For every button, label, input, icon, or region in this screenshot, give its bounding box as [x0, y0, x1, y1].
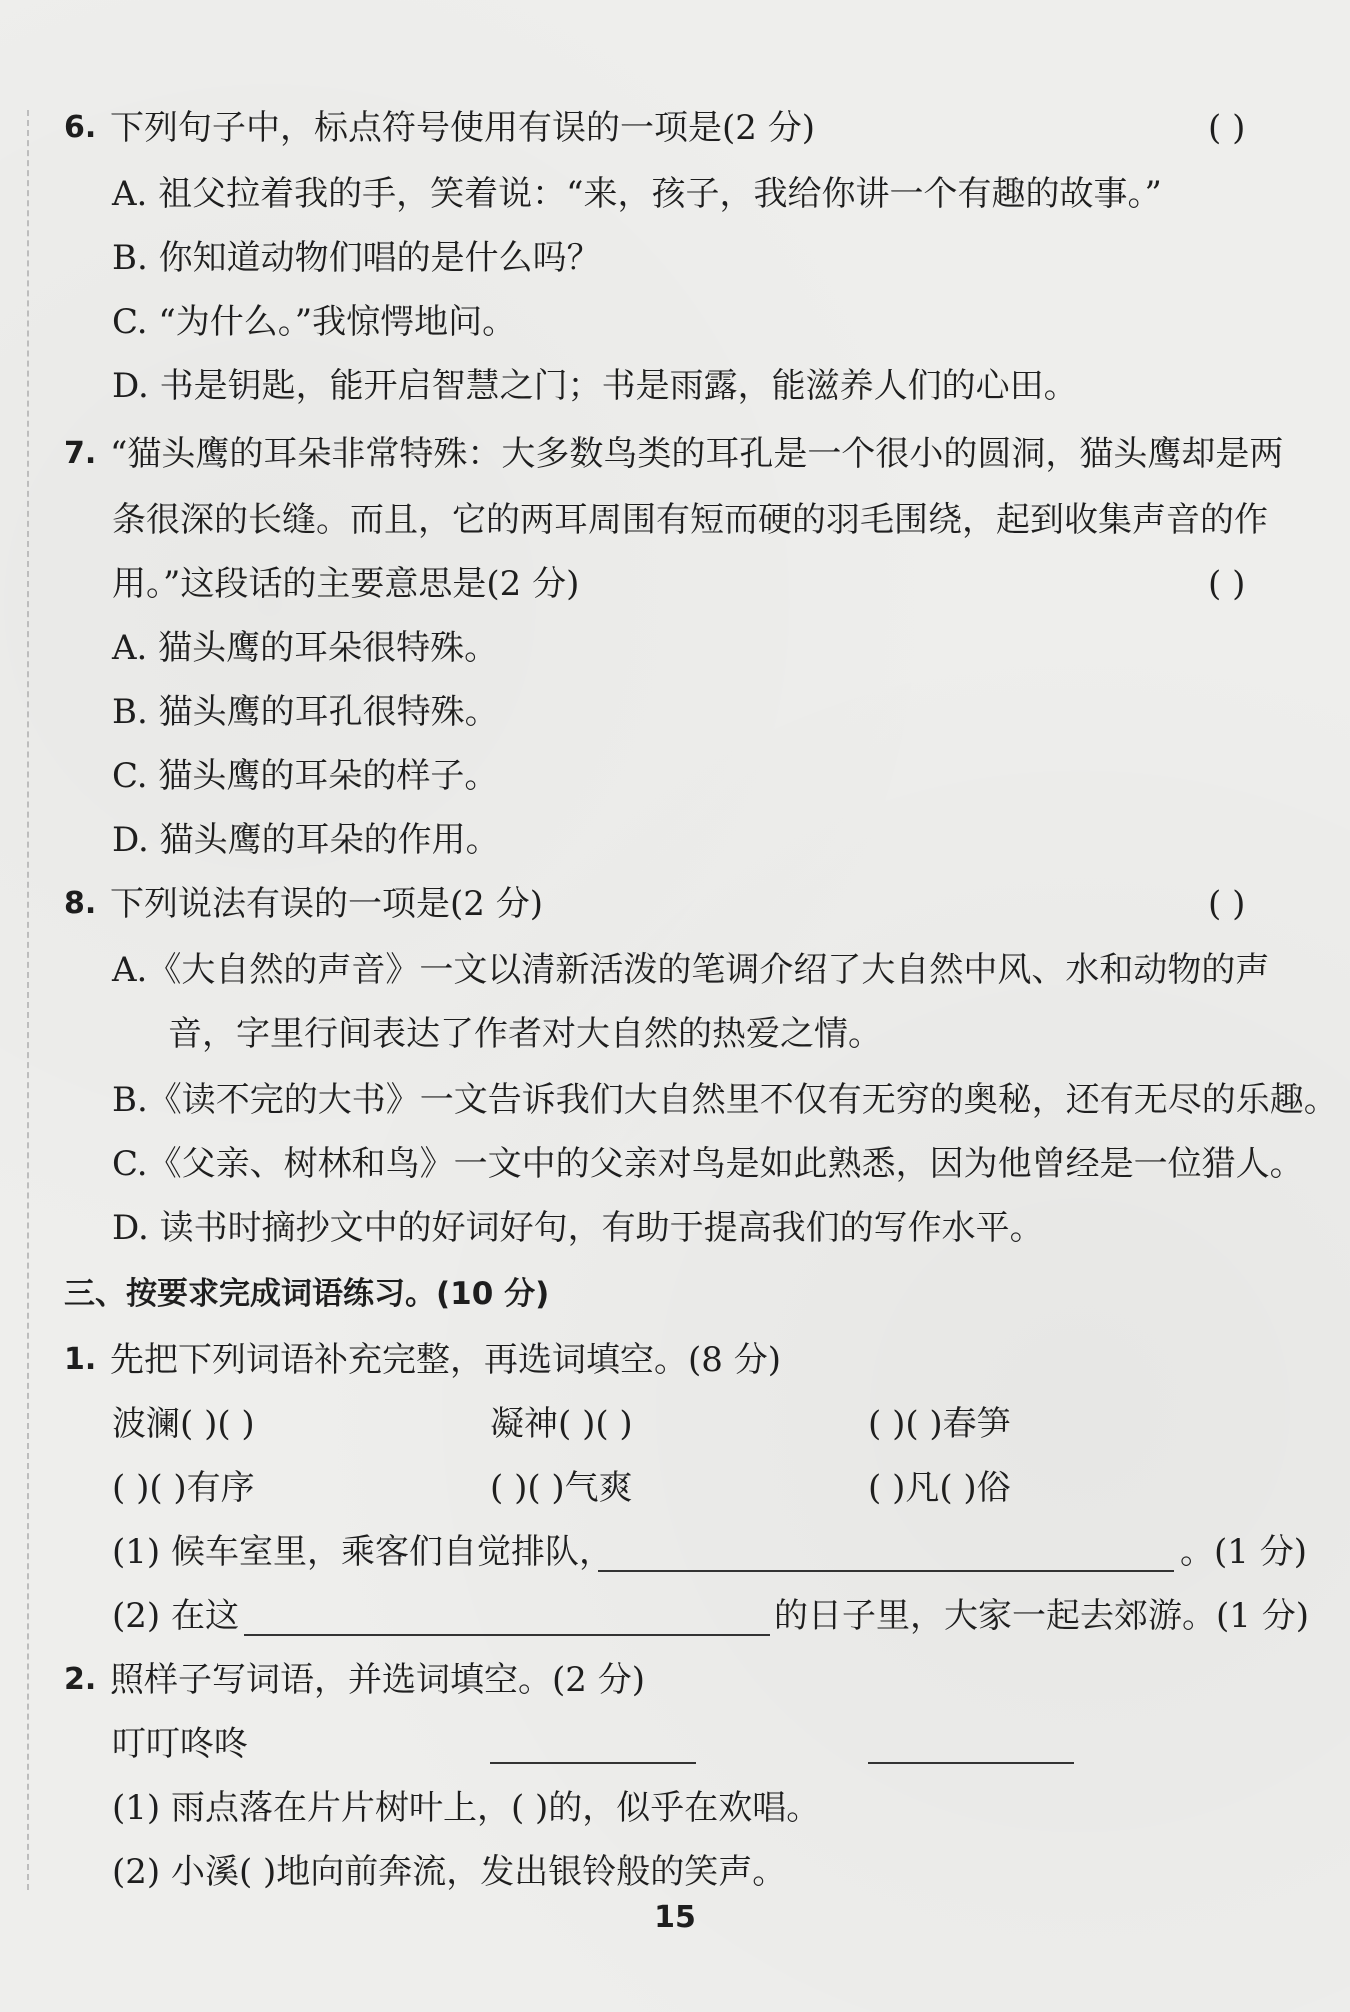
q6-option-c-line	[0, 296, 1350, 348]
word-blank-1[interactable]: 波澜( )( )	[112, 1404, 255, 1444]
q7-stem-2: 条很深的长缝。而且，它的两耳周围有短而硬的羽毛围绕，起到收集声音的作	[112, 500, 1268, 540]
s3q1-stem-line	[0, 1334, 1350, 1386]
q6-answer-paren[interactable]: ( )	[1208, 108, 1246, 148]
s3q2-write-blank-1[interactable]	[490, 1762, 696, 1764]
s3q1-fill-2-suffix: 的日子里，大家一起去郊游。(1 分)	[774, 1596, 1309, 1636]
s3q1-word-row-1	[0, 1398, 1350, 1450]
s3q2-write-blank-2[interactable]	[868, 1762, 1074, 1764]
q8-number: 8.	[64, 886, 97, 921]
q8-option-a-2: 音，字里行间表达了作者对大自然的热爱之情。	[168, 1014, 882, 1054]
q8-option-b: B.《读不完的大书》一文告诉我们大自然里不仅有无穷的奥秘，还有无尽的乐趣。	[112, 1080, 1338, 1120]
word-blank-4[interactable]: ( )( )有序	[112, 1468, 255, 1508]
s3q1-fill-1-line	[0, 1526, 1350, 1578]
q6-option-b: B. 你知道动物们唱的是什么吗？	[112, 238, 601, 278]
s3q2-number: 2.	[64, 1662, 97, 1697]
q8-option-a-1: A.《大自然的声音》一文以清新活泼的笔调介绍了大自然中风、水和动物的声	[112, 950, 1270, 990]
s3q1-number: 1.	[64, 1342, 97, 1377]
section3-heading: 三、按要求完成词语练习。(10 分)	[64, 1276, 550, 1312]
s3q2-fill-2: (2) 小溪( )地向前奔流，发出银铃般的笑声。	[112, 1852, 787, 1892]
q7-option-c-line	[0, 750, 1350, 802]
q7-option-d-line	[0, 814, 1350, 866]
q8-option-d-line	[0, 1202, 1350, 1254]
q8-option-b-line	[0, 1074, 1350, 1126]
word-blank-3[interactable]: ( )( )春笋	[868, 1404, 1011, 1444]
q7-option-c: C. 猫头鹰的耳朵的样子。	[112, 756, 499, 796]
section3-heading-line	[0, 1268, 1350, 1320]
s3q2-stem: 照样子写词语，并选词填空。(2 分)	[110, 1660, 645, 1700]
s3q2-fill-2-line	[0, 1846, 1350, 1898]
q8-stem: 下列说法有误的一项是(2 分)	[110, 884, 543, 924]
s3q1-stem: 先把下列词语补充完整，再选词填空。(8 分)	[110, 1340, 781, 1380]
s3q2-example-line	[0, 1718, 1350, 1770]
s3q1-fill-1-answer-line[interactable]	[598, 1570, 1174, 1572]
s3q1-word-row-2	[0, 1462, 1350, 1514]
q7-option-b: B. 猫头鹰的耳孔很特殊。	[112, 692, 499, 732]
q8-stem-line	[0, 878, 1350, 930]
q6-option-b-line	[0, 232, 1350, 284]
q7-stem-line-2	[0, 494, 1350, 546]
q7-stem-1: “猫头鹰的耳朵非常特殊：大多数鸟类的耳孔是一个很小的圆洞，猫头鹰却是两	[110, 434, 1284, 474]
s3q2-fill-1: (1) 雨点落在片片树叶上，( )的，似乎在欢唱。	[112, 1788, 821, 1828]
q7-answer-paren[interactable]: ( )	[1208, 564, 1246, 604]
q8-option-a-line-2	[0, 1008, 1350, 1060]
s3q2-fill-1-line	[0, 1782, 1350, 1834]
q7-option-a-line	[0, 622, 1350, 674]
q7-option-b-line	[0, 686, 1350, 738]
q8-answer-paren[interactable]: ( )	[1208, 884, 1246, 924]
q6-stem: 下列句子中，标点符号使用有误的一项是(2 分)	[110, 108, 815, 148]
s3q1-fill-2-prefix: (2) 在这	[112, 1596, 239, 1636]
s3q1-fill-2-line	[0, 1590, 1350, 1642]
q7-option-a: A. 猫头鹰的耳朵很特殊。	[112, 628, 499, 668]
word-blank-2[interactable]: 凝神( )( )	[490, 1404, 633, 1444]
q7-option-d: D. 猫头鹰的耳朵的作用。	[112, 820, 500, 860]
q8-option-c-line	[0, 1138, 1350, 1190]
q6-option-d-line	[0, 360, 1350, 412]
word-blank-6[interactable]: ( )凡( )俗	[868, 1468, 1011, 1508]
word-blank-5[interactable]: ( )( )气爽	[490, 1468, 633, 1508]
q6-option-a-line	[0, 168, 1350, 220]
q6-option-c: C. “为什么。”我惊愕地问。	[112, 302, 517, 342]
q7-stem-line-1	[0, 428, 1350, 480]
q7-stem-line-3	[0, 558, 1350, 610]
s3q2-stem-line	[0, 1654, 1350, 1706]
q8-option-d: D. 读书时摘抄文中的好词好句，有助于提高我们的写作水平。	[112, 1208, 1044, 1248]
q6-option-a: A. 祖父拉着我的手，笑着说：“来，孩子，我给你讲一个有趣的故事。”	[112, 174, 1162, 214]
s3q1-fill-1-suffix: 。(1 分)	[1180, 1532, 1307, 1572]
q6-number: 6.	[64, 110, 97, 145]
q7-stem-3: 用。”这段话的主要意思是(2 分)	[112, 564, 580, 604]
q6-stem-line	[0, 102, 1350, 154]
page-number: 15	[654, 1900, 696, 1935]
q7-number: 7.	[64, 436, 97, 471]
s3q1-fill-1-prefix: (1) 候车室里，乘客们自觉排队，	[112, 1532, 613, 1572]
q6-option-d: D. 书是钥匙，能开启智慧之门；书是雨露，能滋养人们的心田。	[112, 366, 1078, 406]
q8-option-a-line-1	[0, 944, 1350, 996]
q8-option-c: C.《父亲、树林和鸟》一文中的父亲对鸟是如此熟悉，因为他曾经是一位猎人。	[112, 1144, 1304, 1184]
s3q1-fill-2-answer-line[interactable]	[244, 1634, 770, 1636]
s3q2-example: 叮叮咚咚	[112, 1724, 248, 1764]
